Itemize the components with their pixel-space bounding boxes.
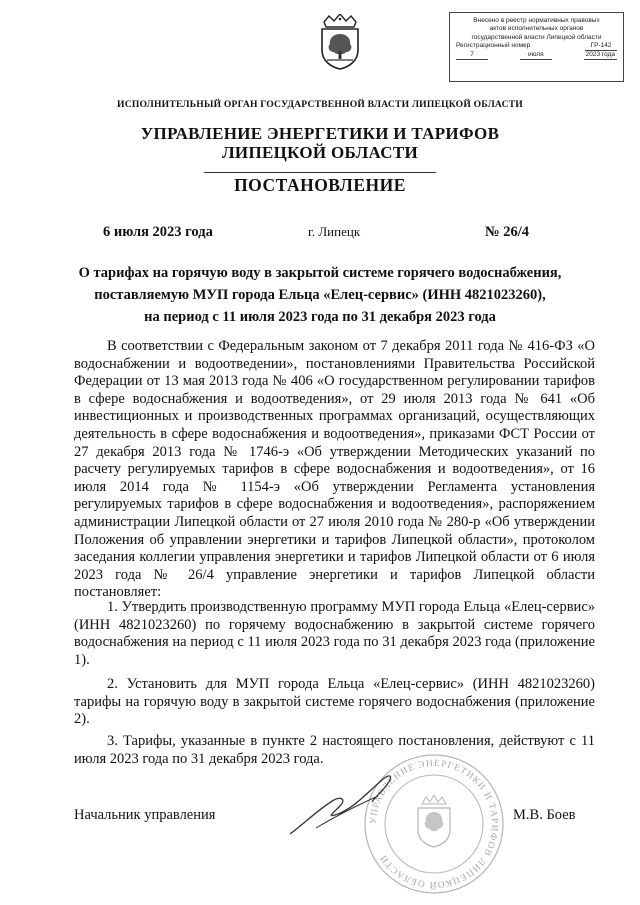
item-1-text: 1. Утвердить производственную программу МУП города Ельца «Елец-сервис» (ИНН 4821023260) по горячему водоснабжению в закрытой системе горячего водоснабжения на период с 11 июля 2023 года по 31 декабря 2023 года (приложение 1). — [74, 599, 595, 668]
coat-of-arms-emblem — [318, 14, 362, 70]
registry-month: июля — [520, 51, 552, 60]
item-3-text: 3. Тарифы, указанные в пункте 2 настоящего постановления, действуют с 11 июля 2023 года по 31 декабря 2023 года. — [74, 733, 595, 767]
department-name-line1: УПРАВЛЕНИЕ ЭНЕРГЕТИКИ И ТАРИФОВ — [140, 124, 500, 143]
seal-text: УПРАВЛЕНИЕ ЭНЕРГЕТИКИ И ТАРИФОВ ЛИПЕЦКОЙ ОБЛАСТИ — [368, 758, 500, 890]
department-name-line2: ЛИПЕЦКОЙ ОБЛАСТИ — [221, 143, 419, 162]
registry-number: ГР-142 — [585, 42, 617, 51]
document-type: ПОСТАНОВЛЕНИЕ — [234, 175, 406, 195]
registry-line1: Внесено в реестр нормативных правовых — [473, 17, 600, 24]
resolution-item-2 — [74, 676, 595, 729]
document-date: 6 июля 2023 года — [103, 224, 213, 240]
executive-body-heading: ИСПОЛНИТЕЛЬНЫЙ ОРГАН ГОСУДАРСТВЕННОЙ ВЛАСТИ ЛИПЕЦКОЙ ОБЛАСТИ — [117, 99, 523, 110]
header-divider — [204, 172, 436, 173]
resolution-item-3 — [74, 733, 595, 768]
registry-line3: государственной власти Липецкой области — [471, 33, 602, 41]
registry-number-label: Регистрационный номер — [456, 41, 531, 49]
title-line1: О тарифах на горячую воду в закрытой системе горячего водоснабжения, — [78, 265, 562, 281]
resolution-item-1 — [74, 599, 595, 669]
title-line3: на период с 11 июля 2023 года по 31 декабря 2023 года — [144, 309, 496, 325]
document-city: г. Липецк — [308, 224, 361, 239]
preamble-paragraph — [74, 338, 595, 602]
signatory-position: Начальник управления — [74, 807, 216, 823]
title-line2: поставляемую МУП города Ельца «Елец-сервис» (ИНН 4821023260), — [94, 287, 546, 303]
item-2-text: 2. Установить для МУП города Ельца «Елец-сервис» (ИНН 4821023260) тарифы на горячую воду в закрытой системе горячего водоснабжения (приложение 2). — [74, 676, 595, 728]
registry-year: 2023 года — [584, 51, 617, 60]
registry-day: 7 — [456, 51, 488, 60]
registry-stamp — [449, 12, 624, 82]
preamble-text: В соответствии с Федеральным законом от 7 декабря 2011 года № 416-ФЗ «О водоснабжении и водоотведении», постановлениями Правительства Российской Федерации от 13 мая 2013 года № 406 «О государственном регулировании тарифов в сфере водоснабжения и водоотведения», от 29 июля 2013 года № 641 «Об инвестиционных и производственных программах организаций, осуществляющих деятельность в сфере водоснабжения и водоотведения», приказами ФСТ России от 27 декабря 2013 года № 1746-э «Об утверждении Методических указаний по расчету регулируемых тарифов в сфере водоснабжения и водоотведения», от 16 июля 2014 года № 1154-э «Об утверждении Регламента установления регулируемых тарифов в сфере водоснабжения и водоотведения», распоряжением администрации Липецкой области от 27 июля 2010 года № 280-р «Об утверждении Положения об управлении энергетики и тарифов Липецкой области», протоколом заседания коллегии управления энергетики и тарифов Липецкой области от 6 июля 2023 года № 26/4 управление энергетики и тарифов Липецкой области постановляет: — [74, 338, 595, 601]
signatory-name: М.В. Боев — [513, 807, 576, 823]
document-number: № 26/4 — [485, 224, 529, 240]
handwritten-signature — [286, 770, 406, 840]
registry-line2: актов исполнительных органов — [489, 25, 584, 33]
